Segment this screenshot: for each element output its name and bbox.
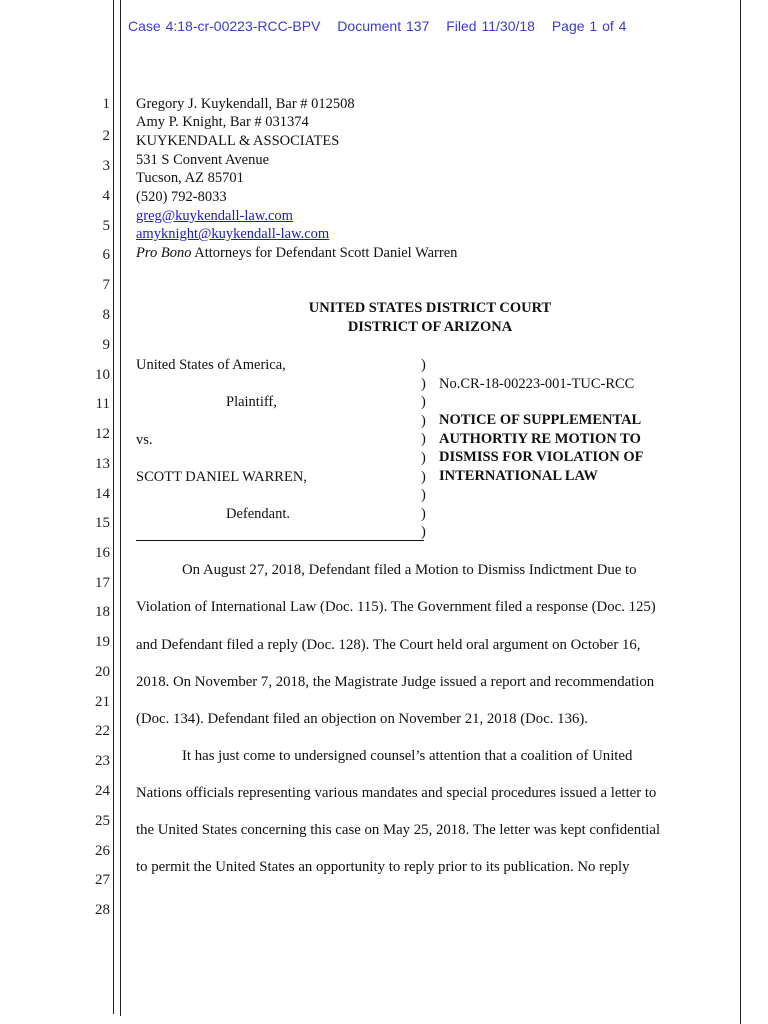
body-line: and Defendant filed a reply (Doc. 128). The Court held oral argument on October 16, <box>136 637 641 653</box>
line-number: 16 <box>95 545 110 561</box>
document-title-line: INTERNATIONAL LAW <box>439 468 598 484</box>
email-link[interactable]: greg@kuykendall-law.com <box>136 208 293 224</box>
attorney-name: Amy P. Knight, Bar # 031374 <box>136 114 309 130</box>
representation-line <box>136 244 457 262</box>
paren: ) <box>421 524 426 541</box>
left-margin-rule-outer <box>113 0 114 1014</box>
body-line: Nations officials representing various mandates and special procedures issued a letter to <box>136 785 657 801</box>
page-indicator: Page 1 of 4 <box>551 18 627 34</box>
line-number: 13 <box>95 456 110 472</box>
document-title-line: NOTICE OF SUPPLEMENTAL <box>439 412 642 428</box>
paren: ) <box>421 375 426 392</box>
line-number: 20 <box>95 664 110 680</box>
court-name: UNITED STATES DISTRICT COURT <box>308 300 552 316</box>
attorney-role: Attorneys for Defendant Scott Daniel Warren <box>191 245 458 261</box>
line-number: 15 <box>95 515 110 531</box>
body-line: Violation of International Law (Doc. 115). The Government filed a response (Doc. 125) <box>136 599 656 615</box>
filed-date: Filed 11/30/18 <box>446 18 535 34</box>
left-margin-rule-inner <box>120 0 121 1016</box>
body-line: (Doc. 134). Defendant filed an objection on November 21, 2018 (Doc. 136). <box>136 711 588 727</box>
body-line: It has just come to undersigned counsel’s attention that a coalition of United <box>182 748 633 764</box>
line-number: 23 <box>95 753 110 769</box>
street-address: 531 S Convent Avenue <box>136 152 270 168</box>
caption-parentheses <box>421 356 426 542</box>
paren: ) <box>421 505 426 522</box>
line-number: 9 <box>102 337 110 353</box>
ecf-header <box>128 18 638 34</box>
case-number-caption: No.CR-18-00223-001-TUC-RCC <box>439 376 635 392</box>
right-margin-rule <box>740 0 741 1024</box>
body-line: the United States concerning this case on May 25, 2018. The letter was kept confidential <box>136 822 661 838</box>
line-number: 5 <box>102 218 110 234</box>
line-number: 7 <box>102 277 110 293</box>
line-number: 18 <box>95 604 110 620</box>
line-number: 1 <box>102 96 110 112</box>
email-link[interactable]: amyknight@kuykendall-law.com <box>136 226 330 242</box>
body-line: to permit the United States an opportunity to reply prior to its publication. No reply <box>136 859 630 875</box>
line-number: 14 <box>95 486 110 502</box>
pro-bono-text: Pro Bono <box>136 245 192 261</box>
body-line: 2018. On November 7, 2018, the Magistrate Judge issued a report and recommendation <box>136 674 655 690</box>
city-address: Tucson, AZ 85701 <box>136 170 244 186</box>
line-number: 2 <box>102 128 110 144</box>
plaintiff-name: United States of America, <box>136 357 286 373</box>
body-line: On August 27, 2018, Defendant filed a Motion to Dismiss Indictment Due to <box>182 562 637 578</box>
document-number: Document 137 <box>337 18 430 34</box>
line-number: 4 <box>102 188 110 204</box>
line-number: 11 <box>95 396 110 412</box>
paren: ) <box>421 468 426 485</box>
line-number: 8 <box>102 307 110 323</box>
paren: ) <box>421 394 426 411</box>
line-number: 28 <box>95 902 110 918</box>
line-number: 21 <box>95 694 110 710</box>
line-number: 19 <box>95 634 110 650</box>
firm-name: KUYKENDALL & ASSOCIATES <box>136 133 340 149</box>
phone-number: (520) 792-8033 <box>136 189 227 205</box>
line-number: 25 <box>95 813 110 829</box>
case-number: Case 4:18-cr-00223-RCC-BPV <box>128 18 321 34</box>
defendant-label: Defendant. <box>226 506 291 522</box>
versus-text: vs. <box>136 432 153 448</box>
plaintiff-label: Plaintiff, <box>226 394 277 410</box>
document-title-line: AUTHORTIY RE MOTION TO <box>439 431 641 447</box>
paren: ) <box>421 412 426 429</box>
line-number: 17 <box>95 575 110 591</box>
district-name: DISTRICT OF ARIZONA <box>347 319 513 335</box>
paren: ) <box>421 357 426 373</box>
line-number: 12 <box>95 426 110 442</box>
line-number: 27 <box>95 872 110 888</box>
line-number: 10 <box>95 367 110 383</box>
paren: ) <box>421 449 426 466</box>
caption-underline <box>136 540 424 541</box>
line-number: 22 <box>95 723 110 739</box>
defendant-name: SCOTT DANIEL WARREN, <box>136 469 307 485</box>
line-number: 6 <box>102 247 110 263</box>
line-number: 26 <box>95 843 110 859</box>
paren: ) <box>421 431 426 448</box>
paren: ) <box>421 487 426 504</box>
attorney-name: Gregory J. Kuykendall, Bar # 012508 <box>136 96 355 112</box>
line-number: 3 <box>102 158 110 174</box>
line-number: 24 <box>95 783 110 799</box>
document-title-line: DISMISS FOR VIOLATION OF <box>439 449 644 465</box>
